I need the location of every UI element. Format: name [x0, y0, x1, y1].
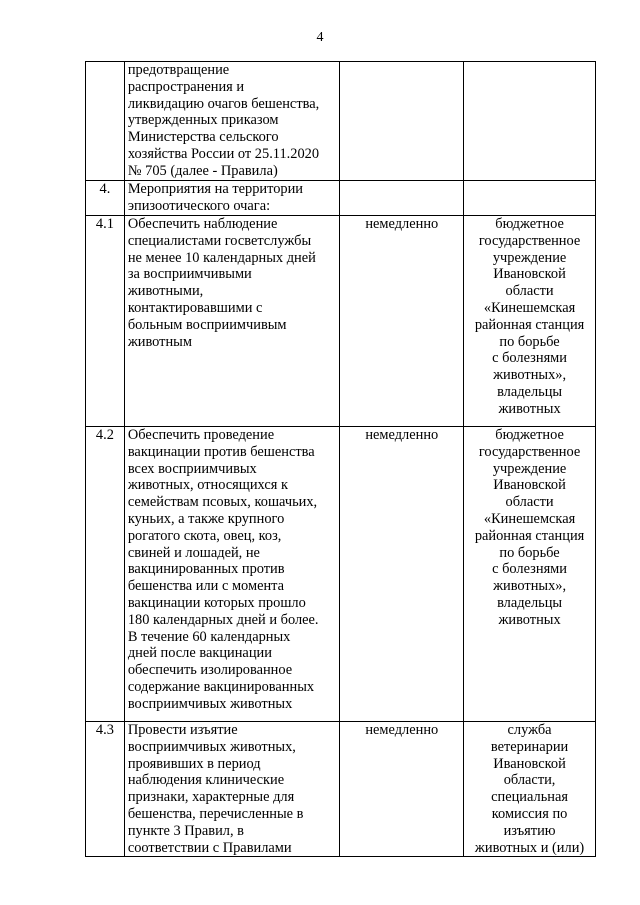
action-cell: Мероприятия на территории эпизоотического очага:: [124, 181, 340, 216]
term-cell: [340, 62, 464, 181]
responsible-cell: бюджетное государственное учреждение Ивановской области «Кинешемская районная станция по борьбе с болезнями животных», владельцы животных: [464, 427, 596, 722]
term-cell: немедленно: [340, 722, 464, 857]
table-row: [86, 722, 596, 857]
action-cell: Обеспечить проведение вакцинации против бешенства всех восприимчивых животных, относящихся к семействам псовых, кошачьих, куньих, а также крупного рогатого скота, овец, коз, свиней и лошадей, не вакцинированных против бешенства или с момента вакцинации которых прошло 180 календарных дней и более. В течение 60 календарных дней после вакцинации обеспечить изолированное содержание вакцинированных восприимчивых животных: [124, 427, 340, 722]
responsible-cell: служба ветеринарии Ивановской области, специальная комиссия по изъятию животных и (или): [464, 722, 596, 857]
responsible-cell: бюджетное государственное учреждение Ивановской области «Кинешемская районная станция по борьбе с болезнями животных», владельцы животных: [464, 216, 596, 427]
table-row: [86, 216, 596, 427]
item-number-cell: 4.3: [86, 722, 125, 857]
table-row: [86, 427, 596, 722]
responsible-cell: [464, 181, 596, 216]
term-cell: немедленно: [340, 216, 464, 427]
page-number: 4: [316, 30, 324, 45]
responsible-cell: [464, 62, 596, 181]
table-row: [86, 181, 596, 216]
term-cell: немедленно: [340, 427, 464, 722]
item-number-cell: 4.1: [86, 216, 125, 427]
table-row: [86, 62, 596, 181]
term-cell: [340, 181, 464, 216]
item-number-cell: 4.: [86, 181, 125, 216]
measures-table: [85, 61, 596, 857]
action-cell: предотвращение распространения и ликвидацию очагов бешенства, утвержденных приказом Министерства сельского хозяйства России от 25.11.2020 № 705 (далее - Правила): [124, 62, 340, 181]
action-cell: Обеспечить наблюдение специалистами госветслужбы не менее 10 календарных дней за восприимчивыми животными, контактировавшими с больным восприимчивым животным: [124, 216, 340, 427]
action-cell: Провести изъятие восприимчивых животных, проявивших в период наблюдения клинические признаки, характерные для бешенства, перечисленные в пункте 3 Правил, в соответствии с Правилами: [124, 722, 340, 857]
item-number-cell: 4.2: [86, 427, 125, 722]
item-number-cell: [86, 62, 125, 181]
